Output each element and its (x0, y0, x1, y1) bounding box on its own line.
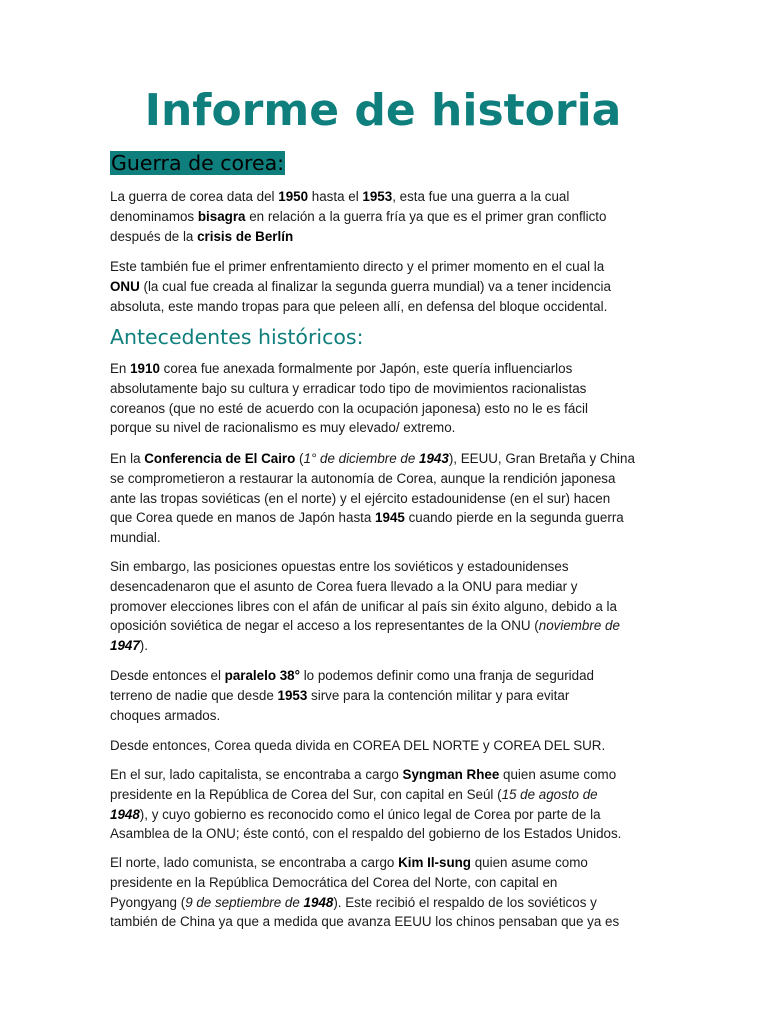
paragraph-2 (110, 257, 666, 316)
text-line (110, 277, 666, 297)
text-line (110, 666, 666, 686)
text-run (419, 451, 449, 466)
text-run: en relación a la guerra fría ya que es el primer gran conflicto (245, 208, 607, 224)
text-line: choques armados. (110, 707, 221, 723)
text-line: coreanos (que no esté de acuerdo con la ocupación japonesa) esto no le es fácil (110, 400, 588, 416)
text-line (110, 785, 666, 805)
text-line: absolutamente bajo su cultura y erradicar todo tipo de movimientos racionalistas (110, 380, 587, 396)
text-run: Pyongyang ( (110, 894, 186, 910)
text-line (110, 805, 666, 825)
text-run (110, 807, 140, 822)
text-run: Syngman Rhee (402, 767, 500, 782)
text-line (110, 893, 666, 913)
text-run: ). (139, 638, 148, 654)
text-run: terreno de nadie que desde (110, 687, 278, 703)
text-run: En el sur, lado capitalista, se encontraba a cargo (110, 767, 403, 782)
text-run: quien asume como (499, 767, 617, 782)
text-run: , esta fue una guerra a la cual (392, 189, 570, 204)
text-run: sirve para la contención militar y para evitar (307, 687, 570, 703)
text-run: En (110, 361, 131, 376)
heading-highlight: Guerra de corea: (111, 151, 285, 175)
text-run (110, 638, 140, 653)
text-line (110, 359, 666, 379)
paragraph-3 (110, 359, 666, 438)
text-line: promover elecciones libres con el afán de unificar al país sin éxito alguno, debido a la (110, 598, 617, 614)
text-run: La guerra de corea data del (110, 189, 279, 204)
paragraph-9 (110, 853, 666, 932)
text-line (110, 187, 666, 207)
paragraph-7 (110, 736, 666, 756)
text-run: 15 de agosto de (501, 786, 598, 802)
document-title: Informe de historia (144, 85, 622, 136)
text-line: Sin embargo, las posiciones opuestas entre los soviéticos y estadounidenses (110, 559, 569, 574)
text-run: paralelo 38° (224, 668, 300, 683)
section-heading-antecedentes: Antecedentes históricos: (110, 325, 364, 349)
text-run: 1948 (303, 894, 334, 910)
text-run: ). Este recibió el respaldo de los soviéticos y (333, 894, 597, 910)
text-run: lo podemos definir como una franja de seguridad (299, 668, 595, 683)
text-run: Desde entonces el (110, 668, 225, 683)
text-line: porque su nivel de racionalismo es muy elevado/ extremo. (110, 420, 456, 436)
text-line (110, 508, 666, 528)
text-line: desencadenaron que el asunto de Corea fuera llevado a la ONU para mediar y (110, 578, 578, 594)
text-run: 1910 (130, 361, 160, 376)
text-run: 9 de septiembre de (185, 894, 304, 910)
text-run: 1950 (278, 189, 309, 204)
text-run: Kim Il-sung (398, 855, 471, 870)
text-run: denominamos (110, 208, 198, 224)
text-line: Desde entonces, Corea queda divida en COREA DEL NORTE y COREA DEL SUR. (110, 738, 606, 753)
text-line: se comprometieron a restaurar la autonomía de Corea, aunque la rendición japonesa (110, 470, 616, 486)
text-run: corea fue anexada formalmente por Japón, este quería influenciarlos (159, 361, 573, 376)
text-line (110, 686, 666, 706)
text-run: ONU (110, 278, 140, 294)
paragraph-1 (110, 187, 666, 246)
text-line (110, 227, 666, 247)
text-run: bisagra (197, 208, 246, 224)
text-run: presidente en la República de Corea del Sur, con capital en Seúl ( (110, 786, 502, 802)
text-run: (la cual fue creada al finalizar la segunda guerra mundial) va a tener incidencia (139, 278, 611, 294)
text-run: El norte, lado comunista, se encontraba a cargo (110, 855, 399, 870)
text-line: Asamblea de la ONU; éste contó, con el respaldo del gobierno de los Estados Unidos. (110, 826, 622, 842)
section-heading-guerra (110, 150, 285, 177)
text-run: cuando pierde en la segunda guerra (404, 510, 624, 526)
text-run: 1947 (110, 638, 140, 654)
text-run: 1953 (362, 189, 393, 204)
text-run: quien asume como (470, 855, 588, 870)
text-line (110, 636, 666, 656)
text-run (304, 895, 334, 910)
text-line (110, 207, 666, 227)
text-line (110, 765, 666, 785)
text-run: después de la (110, 228, 198, 244)
text-run: oposición soviética de negar el acceso a los representantes de la ONU ( (110, 618, 539, 634)
text-run: ( (295, 451, 304, 466)
paragraph-8 (110, 765, 666, 844)
text-run: 1943 (419, 451, 449, 466)
paragraph-4 (110, 449, 666, 548)
text-run: 1945 (375, 510, 405, 526)
text-run: En la (110, 451, 145, 466)
text-line: absoluta, este mando tropas para que peleen allí, en defensa del bloque occidental. (110, 298, 608, 314)
text-run: ), EEUU, Gran Bretaña y China (448, 451, 635, 466)
text-line: presidente en la República Democrática del Corea del Norte, con capital en (110, 874, 558, 890)
text-run: Conferencia de El Cairo (144, 451, 296, 466)
text-run: crisis de Berlín (197, 228, 294, 244)
text-run: 1° de diciembre de (303, 451, 420, 466)
text-run: 1948 (110, 806, 140, 822)
text-line: Este también fue el primer enfrentamiento directo y el primer momento en el cual la (110, 259, 605, 274)
paragraph-5 (110, 557, 666, 656)
text-line (110, 449, 666, 469)
text-line: ante las tropas soviéticas (en el norte) y el ejército estadounidense (en el sur) hacen (110, 490, 611, 506)
text-line: mundial. (110, 530, 161, 546)
text-run: noviembre de (538, 618, 620, 634)
text-line (110, 853, 666, 873)
text-run: que Corea quede en manos de Japón hasta (110, 510, 376, 526)
paragraph-6 (110, 666, 666, 725)
text-line (110, 616, 666, 636)
text-run: ), y cuyo gobierno es reconocido como el único legal de Corea por parte de la (139, 806, 601, 822)
text-run: 1953 (277, 687, 308, 703)
text-run: hasta el (308, 189, 363, 204)
text-line: también de China ya que a medida que avanza EEUU los chinos pensaban que ya es (110, 914, 620, 930)
